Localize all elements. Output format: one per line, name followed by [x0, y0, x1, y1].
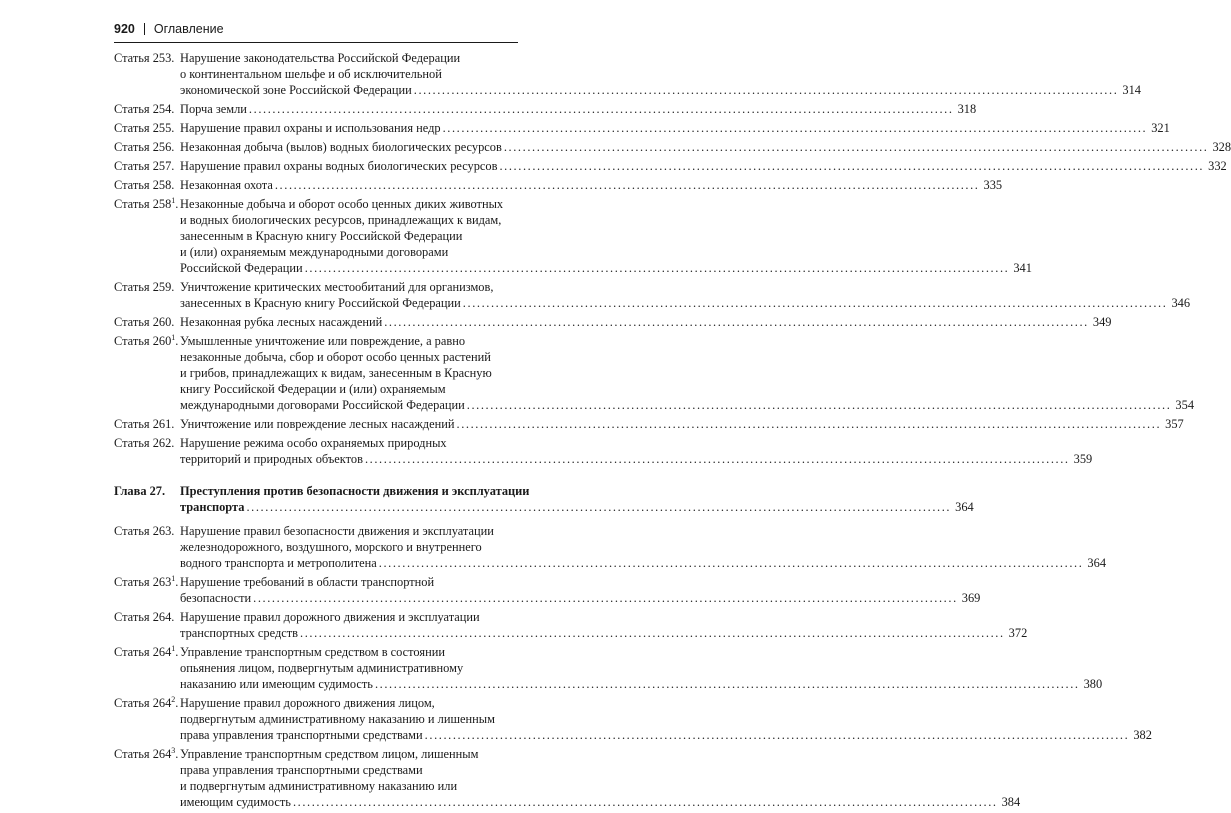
entry-text	[180, 279, 1190, 311]
entry-title-last-line	[180, 82, 1141, 98]
entry-title-line: Незаконные добыча и оборот особо ценных диких животных	[180, 197, 504, 211]
toc-entry[interactable]	[114, 279, 1191, 311]
entry-title-line: права управления транспортными средствами	[180, 763, 423, 777]
entry-label: Статья $264^3$.	[114, 745, 179, 761]
entry-text	[180, 695, 1152, 743]
entry-title-end: международными договорами Российской Федерации	[180, 398, 465, 412]
toc-entry[interactable]	[114, 416, 1184, 432]
chapter-heading[interactable]	[114, 483, 974, 515]
entry-title-line: Нарушение правил безопасности движения и эксплуатации	[180, 524, 494, 538]
entry-label	[114, 177, 180, 193]
entry-title-line: и водных биологических ресурсов, принадлежащих к видам,	[180, 213, 502, 227]
entry-title-last-line	[180, 101, 976, 117]
entry-label-text: Статья 258.	[114, 178, 175, 192]
entry-title-last-line	[180, 676, 1102, 692]
entry-label	[114, 435, 180, 467]
entry-label-text: Статья 253.	[114, 51, 175, 65]
entry-label-superscript: 1	[171, 195, 176, 205]
entry-page-number: 359	[1073, 452, 1093, 466]
entry-title-end: территорий и природных объектов	[180, 452, 363, 466]
leader-dots	[305, 260, 1010, 276]
entry-label-text: Статья 264	[114, 696, 172, 710]
entry-label	[114, 158, 180, 174]
entry-label-text: Статья 258	[114, 197, 172, 211]
entry-label-text: Статья 259.	[114, 280, 175, 294]
entry-label: Статья $264^1$.	[114, 643, 179, 659]
entry-title-last-line	[180, 397, 1194, 413]
leader-dots	[365, 451, 1070, 467]
entry-title-end: Нарушение правил охраны и использования недр	[180, 121, 441, 135]
chapter-page-number: 364	[955, 500, 974, 514]
leader-dots	[467, 397, 1172, 413]
entry-title-line: и грибов, принадлежащих к видам, занесенным в Красную	[180, 366, 492, 380]
entry-page-number: 369	[961, 591, 981, 605]
entry-title-end: Незаконная рубка лесных насаждений	[180, 315, 383, 329]
toc-entry[interactable]	[114, 120, 1170, 136]
leader-dots	[275, 177, 980, 193]
entry-title-line: и (или) охраняемым международными договорами	[180, 245, 449, 259]
entry-label	[114, 101, 180, 117]
toc-entry[interactable]	[114, 435, 1093, 467]
leader-dots	[425, 727, 1130, 743]
entry-page-number: 335	[983, 178, 1003, 192]
entry-label: Статья $264^2$.	[114, 694, 179, 710]
entry-title-line: Нарушение правил дорожного движения лицом,	[180, 696, 435, 710]
entry-title-line: Управление транспортным средством в состоянии	[180, 645, 445, 659]
entry-label-superscript: 1	[171, 643, 176, 653]
entry-label	[114, 314, 180, 330]
leader-dots	[384, 314, 1089, 330]
entry-title-line: подвергнутым административному наказанию и лишенным	[180, 712, 495, 726]
entry-page-number: 364	[1087, 556, 1107, 570]
entry-title-end: права управления транспортными средствами	[180, 728, 423, 742]
entry-label: Статья $263^1$.	[114, 573, 179, 589]
entry-page-number: 341	[1013, 261, 1032, 275]
entry-label: Статья $260^1$.	[114, 332, 179, 348]
entry-title-line: о континентальном шельфе и об исключительной	[180, 67, 442, 81]
entry-label-text: Статья 264	[114, 645, 172, 659]
entry-title-line: незаконные добыча, сбор и оборот особо ценных растений	[180, 350, 491, 364]
entry-label: Статья $258^1$.	[114, 195, 179, 211]
toc-entry[interactable]	[114, 139, 1231, 155]
entry-text	[180, 609, 1027, 641]
toc-entry[interactable]	[114, 177, 1003, 193]
chapter-text	[180, 483, 974, 515]
entry-label-text: Статья 260.	[114, 315, 175, 329]
header-separator	[144, 23, 145, 35]
leader-dots	[379, 555, 1084, 571]
entry-page-number: 357	[1165, 417, 1184, 431]
toc-entry[interactable]	[114, 609, 1028, 641]
entry-page-number: 382	[1133, 728, 1152, 742]
entry-label-superscript: 1	[171, 573, 176, 583]
entry-title-line: занесенным в Красную книгу Российской Федерации	[180, 229, 463, 243]
toc-entry[interactable]	[114, 694, 1152, 743]
toc-entry[interactable]	[114, 523, 1107, 571]
toc-entry[interactable]	[114, 50, 1141, 98]
entry-text	[180, 746, 1020, 810]
entry-title-last-line	[180, 416, 1184, 432]
entry-label-text: Статья 257.	[114, 159, 175, 173]
entry-title-line: и подвергнутым административному наказанию или	[180, 779, 458, 793]
entry-text	[180, 435, 1092, 467]
toc-entry[interactable]	[114, 573, 981, 606]
leader-dots	[246, 499, 951, 515]
leader-dots	[300, 625, 1005, 641]
entry-title-end: Незаконная добыча (вылов) водных биологических ресурсов	[180, 140, 502, 154]
page-number: 920	[114, 22, 135, 36]
entry-text	[180, 574, 980, 606]
chapter-title-end: транспорта	[180, 500, 245, 514]
entry-title-last-line	[180, 260, 1032, 276]
page-header	[114, 22, 534, 36]
entry-text	[180, 120, 1170, 136]
entry-text	[180, 314, 1111, 330]
toc-entry[interactable]	[114, 195, 1032, 276]
entry-page-number: 314	[1122, 83, 1141, 97]
entry-title-last-line	[180, 451, 1092, 467]
entry-page-number: 372	[1008, 626, 1028, 640]
entry-title-last-line	[180, 314, 1111, 330]
entry-label	[114, 609, 180, 641]
entry-title-line: книгу Российской Федерации и (или) охраняемым	[180, 382, 446, 396]
entry-title-end: безопасности	[180, 591, 252, 605]
entry-label-superscript: 2	[171, 694, 176, 704]
entry-title-end: занесенных в Красную книгу Российской Федерации	[180, 296, 461, 310]
entry-label-text: Статья 262.	[114, 436, 175, 450]
entry-label-text: Статья 254.	[114, 102, 175, 116]
toc-group-chapter-26	[114, 50, 1231, 467]
entry-label	[114, 416, 180, 432]
entry-title-line: Нарушение требований в области транспортной	[180, 575, 435, 589]
toc-entry[interactable]	[114, 745, 1021, 810]
entry-page-number: 346	[1171, 296, 1191, 310]
entry-title-last-line	[180, 590, 980, 606]
entry-label	[114, 120, 180, 136]
entry-label-superscript: 1	[171, 332, 176, 342]
entry-title-end: Нарушение правил охраны водных биологических ресурсов	[180, 159, 498, 173]
entry-page-number: 380	[1083, 677, 1103, 691]
leader-dots	[375, 676, 1080, 692]
entry-title-last-line	[180, 727, 1152, 743]
entry-title-last-line	[180, 158, 1227, 174]
header-rule	[114, 42, 518, 43]
entry-text	[180, 177, 1002, 193]
entry-title-last-line	[180, 794, 1020, 810]
leader-dots	[504, 139, 1209, 155]
entry-page-number: 318	[957, 102, 977, 116]
entry-text	[180, 50, 1141, 98]
entry-page-number: 332	[1208, 159, 1227, 173]
leader-dots	[443, 120, 1148, 136]
toc-entry[interactable]	[114, 314, 1112, 330]
toc-entry[interactable]	[114, 101, 977, 117]
entry-title-last-line	[180, 139, 1231, 155]
entry-title-last-line	[180, 177, 1002, 193]
entry-text	[180, 196, 1032, 276]
entry-text	[180, 101, 976, 117]
entry-text	[180, 139, 1231, 155]
toc-entry[interactable]	[114, 158, 1227, 174]
entry-label-text: Статья 261.	[114, 417, 175, 431]
entry-label-text: Статья 255.	[114, 121, 175, 135]
entry-text	[180, 644, 1102, 692]
leader-dots	[249, 101, 954, 117]
chapter-title-line: Преступления против безопасности движения и эксплуатации	[180, 484, 530, 498]
toc-entry[interactable]	[114, 332, 1195, 413]
leader-dots	[253, 590, 958, 606]
leader-dots	[457, 416, 1162, 432]
entry-title-last-line	[180, 555, 1106, 571]
entry-label	[114, 139, 180, 155]
entry-label-superscript: 3	[171, 745, 176, 755]
entry-label-text: Статья 260	[114, 334, 172, 348]
entry-label-text: Статья 263	[114, 575, 172, 589]
entry-title-end: имеющим судимость	[180, 795, 291, 809]
leader-dots	[463, 295, 1168, 311]
entry-label	[114, 279, 180, 311]
entry-title-end: экономической зоне Российской Федерации	[180, 83, 412, 97]
toc-group-chapter-27	[114, 523, 1152, 810]
section-title: Оглавление	[153, 22, 224, 36]
entry-title-line: Нарушение законодательства Российской Федерации	[180, 51, 461, 65]
entry-page-number: 354	[1175, 398, 1195, 412]
entry-page-number: 349	[1092, 315, 1112, 329]
entry-title-line: Уничтожение критических местообитаний для организмов,	[180, 280, 494, 294]
entry-title-end: наказанию или имеющим судимость	[180, 677, 373, 691]
entry-title-line: Умышленные уничтожение или повреждение, а равно	[180, 334, 466, 348]
entry-text	[180, 333, 1194, 413]
entry-title-end: Порча земли	[180, 102, 247, 116]
entry-label-text: Статья 264	[114, 747, 172, 761]
leader-dots	[414, 82, 1119, 98]
entry-title-last-line	[180, 295, 1190, 311]
entry-text	[180, 523, 1106, 571]
entry-title-line: Нарушение режима особо охраняемых природных	[180, 436, 447, 450]
entry-label	[114, 50, 180, 98]
entry-label-text: Статья 263.	[114, 524, 175, 538]
chapter-title-last-line	[180, 499, 974, 515]
entry-title-end: Незаконная охота	[180, 178, 273, 192]
entry-text	[180, 158, 1227, 174]
entry-label-text: Статья 256.	[114, 140, 175, 154]
entry-title-last-line	[180, 120, 1170, 136]
table-of-contents	[114, 50, 1231, 813]
entry-title-line: Управление транспортным средством лицом, лишенным	[180, 747, 479, 761]
entry-page-number: 328	[1212, 140, 1231, 154]
toc-entry[interactable]	[114, 643, 1103, 692]
entry-title-line: опьянения лицом, подвергнутым административному	[180, 661, 464, 675]
entry-title-line: железнодорожного, воздушного, морского и внутреннего	[180, 540, 482, 554]
entry-label-text: Статья 264.	[114, 610, 175, 624]
entry-title-end: транспортных средств	[180, 626, 299, 640]
entry-label	[114, 523, 180, 571]
entry-title-end: Российской Федерации	[180, 261, 303, 275]
leader-dots	[293, 794, 998, 810]
entry-text	[180, 416, 1184, 432]
leader-dots	[499, 158, 1204, 174]
entry-title-line: Нарушение правил дорожного движения и эксплуатации	[180, 610, 480, 624]
entry-title-end: водного транспорта и метрополитена	[180, 556, 377, 570]
entry-page-number: 321	[1151, 121, 1170, 135]
entry-title-end: Уничтожение или повреждение лесных насаждений	[180, 417, 455, 431]
entry-page-number: 384	[1001, 795, 1021, 809]
chapter-label: Глава 27.	[114, 484, 166, 498]
entry-title-last-line	[180, 625, 1027, 641]
